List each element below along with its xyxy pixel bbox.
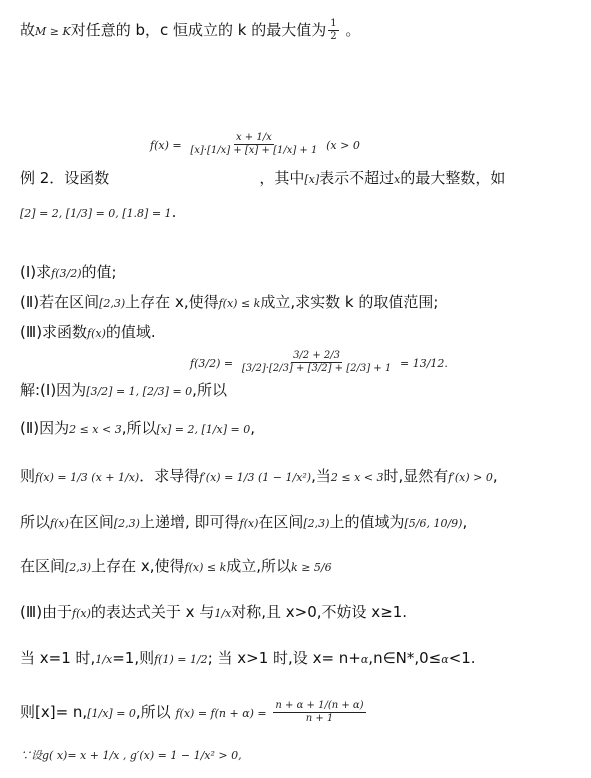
- math-inline: f(x): [72, 607, 91, 620]
- solution-2d: [20, 556, 332, 578]
- math-inline: [3/2] = 1, [2/3] = 0: [86, 385, 193, 398]
- math-inline: [x]: [304, 173, 320, 186]
- text: (Ⅲ)求函数: [20, 323, 88, 341]
- math-inline: [2,3): [113, 517, 140, 530]
- math-inline: x: [394, 173, 401, 186]
- math-inline: f(x) ≤ k: [184, 561, 227, 574]
- math-inline: f(x) =: [150, 139, 182, 152]
- fraction: [328, 18, 338, 43]
- text: 的最大整数，如: [400, 169, 506, 187]
- text: 表示不超过: [319, 169, 395, 187]
- text: 上递增, 即可得: [139, 513, 240, 531]
- text: 对称,且 x>0,不妨设 x≥1.: [231, 603, 408, 621]
- solution-3d: [20, 744, 242, 766]
- solution-3a: [20, 602, 407, 624]
- text: (Ⅰ)求: [20, 263, 52, 281]
- math-inline: [2,3): [303, 517, 330, 530]
- math-inline: α: [360, 653, 369, 666]
- text: ,当: [311, 467, 331, 485]
- text: 时,显然有: [383, 467, 449, 485]
- text: 。: [345, 21, 361, 39]
- text: ,: [250, 419, 255, 437]
- text: 成立,所以: [226, 557, 292, 575]
- solution-2b: [20, 466, 498, 488]
- math-inline: f′(x) = 1/3 (1 − 1/x²): [199, 471, 312, 484]
- math-inline: f(x): [239, 517, 259, 530]
- math-inline: = 13/12.: [399, 357, 448, 370]
- math-inline: [2,3): [65, 561, 92, 574]
- question-1: [20, 262, 117, 284]
- math-inline: M ≥ K: [35, 25, 71, 38]
- text: 则: [20, 467, 36, 485]
- math-inline: (x > 0: [326, 139, 360, 152]
- text: ,: [492, 467, 498, 485]
- denominator: n + 1: [305, 713, 334, 724]
- solution-3b: [20, 648, 476, 670]
- math-inline: 2 ≤ x < 3: [69, 423, 122, 436]
- denominator: [3/2]·[2/3] + [3/2] + [2/3] + 1: [241, 363, 392, 374]
- math-inline: [5/6, 10/9): [404, 517, 463, 530]
- text: 在区间: [20, 557, 66, 575]
- text: .: [171, 203, 177, 221]
- text: ，其中: [259, 169, 305, 187]
- math-inline: [1/x] = 0: [87, 707, 136, 720]
- math-inline: 1/x: [214, 607, 232, 620]
- text: 的表达式关于 x 与: [90, 603, 215, 621]
- math-inline: f′(x) > 0: [448, 471, 493, 484]
- math-inline: f(1) = 1/2: [154, 653, 208, 666]
- math-inline: ∵设g( x)= x + 1/x , g′(x) = 1 − 1/x² > 0,: [20, 749, 242, 762]
- solution-2c: [20, 512, 467, 534]
- math-inline: 1/x: [95, 653, 113, 666]
- text: ,n∈N*,0≤: [368, 649, 442, 667]
- example-values: [20, 202, 176, 224]
- text: ．求导得: [139, 467, 200, 485]
- math-inline: α: [441, 653, 449, 666]
- text: 所以: [20, 513, 51, 531]
- math-inline: [2] = 2, [1/3] = 0, [1.8] = 1: [20, 207, 172, 220]
- question-3: [20, 322, 156, 344]
- math-inline: [x] = 2, [1/x] = 0: [156, 423, 251, 436]
- example2-function: [150, 132, 360, 157]
- math-inline: f(3/2) =: [190, 357, 234, 370]
- text: 的值;: [81, 263, 117, 281]
- text: 上存在 x,使得: [125, 293, 219, 311]
- text: 当 x=1 时,: [20, 649, 96, 667]
- text: ,所以: [192, 381, 227, 399]
- text: (Ⅱ)若在区间: [20, 293, 100, 311]
- text: 在区间: [68, 513, 114, 531]
- example2-statement: [20, 168, 505, 190]
- math-inline: [2,3): [99, 297, 126, 310]
- numerator: x + 1/x: [235, 132, 272, 143]
- solution-1-formula: [190, 350, 448, 375]
- fraction: [188, 132, 319, 157]
- question-2: [20, 292, 438, 314]
- fraction: [240, 350, 393, 375]
- denominator: [x]·[1/x] + [x] + [1/x] + 1: [190, 145, 318, 156]
- math-inline: f(x) ≤ k: [218, 297, 261, 310]
- numerator: 1: [330, 18, 337, 29]
- text: 解:(Ⅰ)因为: [20, 381, 87, 399]
- math-inline: f(x): [50, 517, 69, 530]
- text: 对任意的 b，c 恒成立的 k 的最大值为: [70, 21, 327, 39]
- math-inline: 2 ≤ x < 3: [330, 471, 384, 484]
- conclusion-line: [20, 18, 360, 43]
- text: <1.: [448, 649, 476, 667]
- text: 在区间: [258, 513, 304, 531]
- text: ,: [462, 513, 468, 531]
- text: =1,则: [112, 649, 155, 667]
- math-inline: k ≥ 5/6: [291, 561, 332, 574]
- fraction: [273, 700, 365, 725]
- numerator: n + α + 1/(n + α): [275, 700, 364, 711]
- solution-2a: [20, 418, 255, 440]
- text: 例 2．设函数: [20, 169, 110, 187]
- text: 成立,求实数 k 的取值范围;: [260, 293, 439, 311]
- math-inline: f(x) = f(n + α) =: [175, 707, 267, 720]
- text: 则[x]= n,: [20, 703, 88, 721]
- text: 的值域.: [105, 323, 156, 341]
- text: 上的值域为: [329, 513, 405, 531]
- text: ; 当 x>1 时,设 x= n+: [207, 649, 361, 667]
- text: 故: [20, 21, 36, 39]
- numerator: 3/2 + 2/3: [293, 350, 340, 361]
- math-inline: f(x): [87, 327, 106, 340]
- text: (Ⅱ)因为: [20, 419, 70, 437]
- text: 上存在 x,使得: [91, 557, 185, 575]
- text: ,所以: [121, 419, 157, 437]
- solution-1: [20, 380, 227, 402]
- text: (Ⅲ)由于: [20, 603, 73, 621]
- math-inline: f(3/2): [51, 267, 82, 280]
- solution-3c: [20, 700, 368, 725]
- text: ,所以: [135, 703, 171, 721]
- math-inline: f(x) = 1/3 (x + 1/x): [35, 471, 140, 484]
- denominator: 2: [330, 31, 337, 42]
